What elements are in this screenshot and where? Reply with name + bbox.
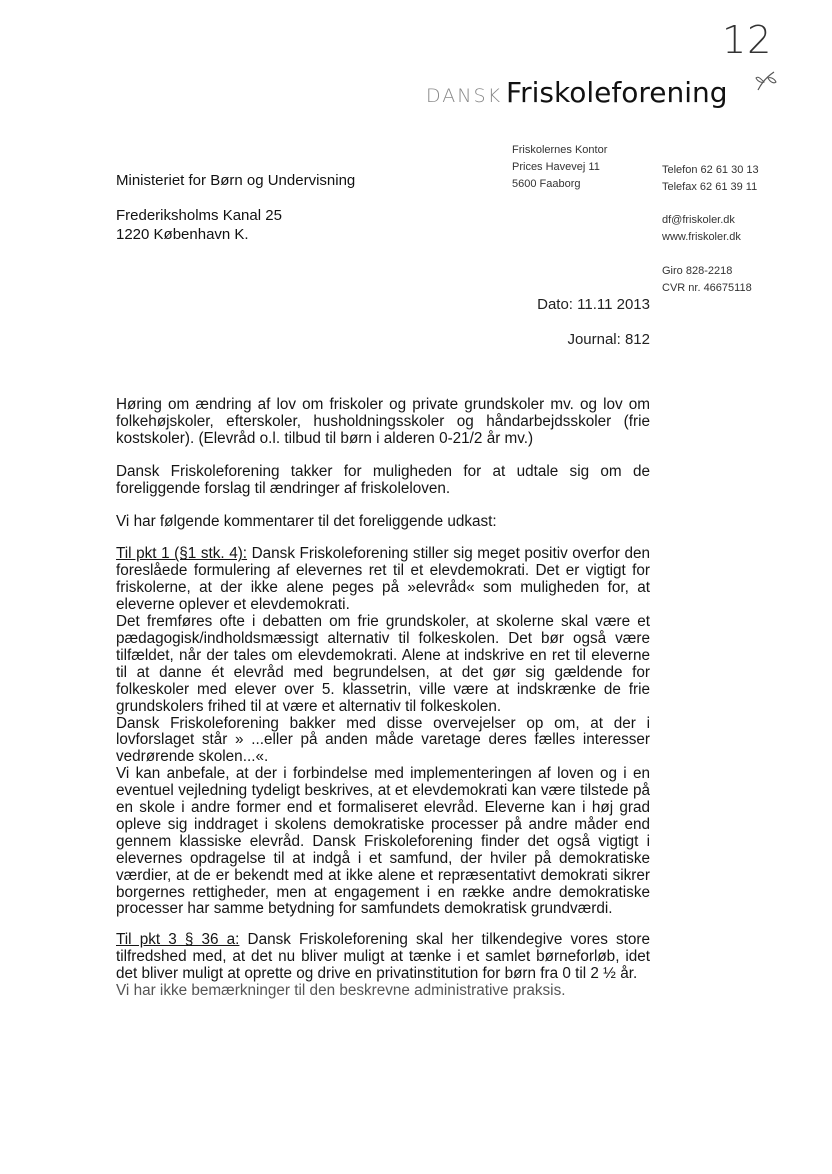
office-city: 5600 Faaborg (512, 178, 581, 190)
office-name: Friskolernes Kontor (512, 144, 608, 156)
recipient-city: 1220 København K. (116, 226, 249, 243)
section-1-paragraph-4: Vi kan anbefale, at der i forbindelse med implementeringen af loven og i en eventuel vejledning tydeligt beskrives, at et elevdemokrati kan være tilstede på en skole i andre former end et formaliseret elevråd. Eleverne kan i høj grad opleve sig inddraget i skolens demokratiske processer på andre måder end gennem klassiske elevråd. Dansk Friskoleforening finder det også vigtigt i elevernes opdragelse til at indgå i et samfund, der hviler på demokratiske værdier, at de er bekendt med at ikke alene et repræsentativt demokrati sikrer borgernes rettigheder, men at engagement i en række andre demokratiske processer har samme betydning for samfundets demokratisk grundværdi. (116, 765, 650, 918)
journal-label: Journal: 812 (567, 331, 650, 348)
section-2-text-1: Dansk Friskoleforening skal her tilkendegive vores store tilfredshed med, at det nu bliver muligt at tænke i et samlet børneforløb, idet det bliver muligt at oprette og drive en privatinstitution for børn fra 0 til 2 ½ år. (116, 931, 651, 983)
recipient-street: Frederiksholms Kanal 25 (116, 207, 282, 224)
office-finance-block (662, 263, 752, 297)
office-street: Prices Havevej 11 (512, 161, 600, 173)
comments-intro: Vi har følgende kommentarer til det foreliggende udkast: (116, 512, 497, 530)
office-phone: Telefon 62 61 30 13 (662, 164, 759, 176)
recipient-address (116, 206, 282, 244)
section-2-heading: Til pkt 3 § 36 a: (116, 931, 240, 949)
section-1-paragraph-1 (116, 546, 650, 614)
office-cvr: CVR nr. 46675118 (662, 282, 752, 294)
office-fax: Telefax 62 61 39 11 (662, 181, 758, 193)
section-1-text-1: Dansk Friskoleforening stiller sig meget positiv overfor den foreslåede formulering af elevernes ret til et elevdemokrati. Det er vigtigt for friskolerne, at der ikke alene peges på »elevråd« som muligheden for, at eleverne oplever et elevdemokrati. (116, 545, 650, 614)
section-1-heading: Til pkt 1 (§1 stk. 4): (116, 545, 248, 563)
logo-name: Friskoleforening (506, 76, 728, 109)
office-phone-block (662, 162, 759, 196)
office-address (512, 142, 607, 193)
intro-paragraph: Dansk Friskoleforening takker for muligheden for at udtale sig om de foreliggende forslag til ændringer af friskoleloven. (116, 462, 650, 497)
letterhead-logo (426, 76, 728, 109)
office-web: www.friskoler.dk (662, 231, 741, 243)
date-label: Dato: 11.11 2013 (537, 296, 650, 313)
recipient-name: Ministeriet for Børn og Undervisning (116, 172, 356, 189)
page-number: 12 (722, 18, 773, 62)
leaf-icon (752, 68, 780, 96)
section-1-paragraph-2: Det fremføres ofte i debatten om frie grundskoler, at skolerne skal være et pædagogisk/indholdsmæssigt alternativ til folkeskolen. Det bør også være tilfældet, når der tales om elevdemokrati. Alene at indskrive en ret til eleverne til at danne ét elevråd med begrundelsen, at det gør sig gældende for folkeskoler med elever over 5. klassetrin, ville være at indskrænke de frie grundskolers frihed til at være et alternativ til folkeskolen. (116, 613, 650, 715)
section-2-paragraph-1 (116, 932, 650, 983)
letter-body (116, 397, 650, 1000)
office-online-block (662, 212, 741, 246)
section-1-paragraph-3: Dansk Friskoleforening bakker med disse overvejelser op om, at der i lovforslaget står » ...eller på anden måde varetage deres fælles interesser vedrørende skolen...«. (116, 714, 650, 766)
office-giro: Giro 828-2218 (662, 265, 733, 277)
subject-paragraph: Høring om ændring af lov om friskoler og private grundskoler mv. og lov om folkehøjskoler, efterskoler, husholdningsskoler og håndarbejdsskoler (frie kostskoler). (Elevråd o.l. tilbud til børn i alderen 0-21/2 år mv.) (116, 396, 650, 447)
office-email: df@friskoler.dk (662, 214, 735, 226)
section-2-paragraph-2: Vi har ikke bemærkninger til den beskrevne administrative praksis. (116, 982, 566, 1000)
logo-prefix: DANSK (426, 85, 503, 107)
